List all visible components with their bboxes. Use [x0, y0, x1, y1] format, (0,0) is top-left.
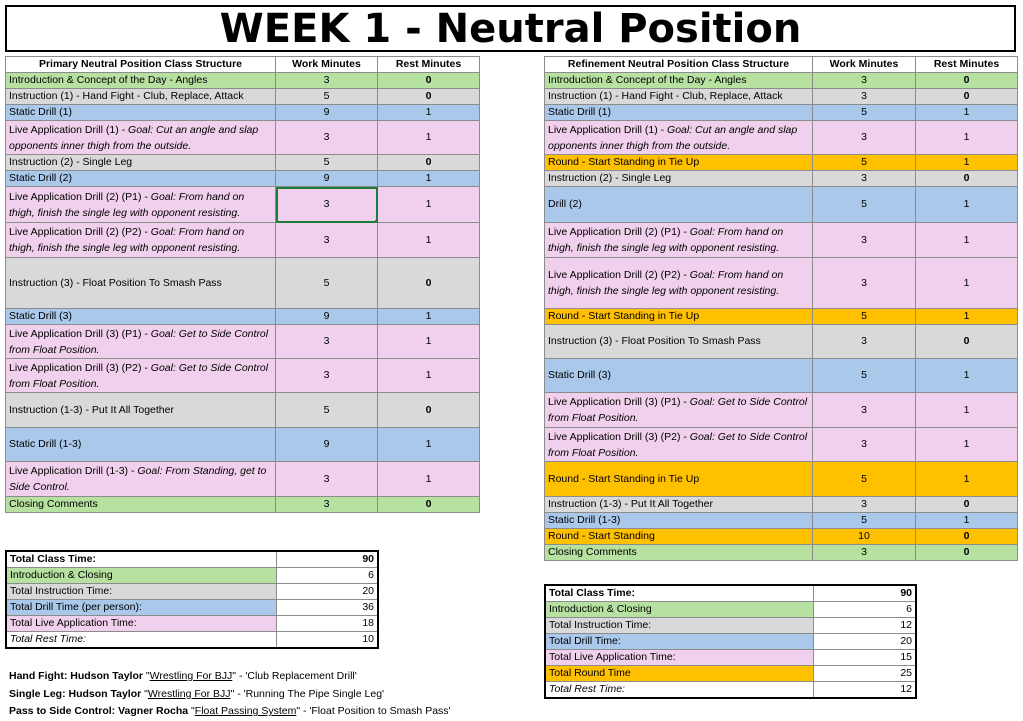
rest-minutes-cell[interactable]: 1 [378, 171, 480, 187]
table-row [545, 545, 1018, 561]
table-row [545, 155, 1018, 171]
work-minutes-cell[interactable]: 5 [276, 393, 378, 428]
work-minutes-cell[interactable]: 9 [276, 309, 378, 325]
work-minutes-cell[interactable]: 3 [813, 325, 916, 359]
reference-pre: " [142, 670, 150, 682]
page-title: WEEK 1 - Neutral Position [5, 5, 1016, 52]
reference-pre: " [141, 687, 148, 700]
rest-minutes-cell[interactable]: 1 [378, 223, 480, 258]
work-minutes-cell[interactable]: 3 [813, 171, 916, 187]
activity-label: Live Application Drill (3) (P2) - [548, 430, 690, 443]
rest-minutes-cell[interactable]: 1 [916, 393, 1018, 428]
work-minutes-cell[interactable]: 3 [813, 121, 916, 155]
table-row [6, 258, 480, 309]
totals-row [6, 551, 378, 568]
activity-label: Static Drill (3) [9, 310, 73, 322]
activity-goal: Goal: From hand on thigh, finish the single leg with opponent resisting. [9, 226, 245, 254]
work-minutes-cell[interactable]: 3 [276, 121, 378, 155]
work-minutes-cell[interactable]: 3 [813, 497, 916, 513]
activity-cell[interactable] [545, 89, 813, 105]
activity-label: Live Application Drill (1-3) - [9, 465, 138, 477]
work-minutes-cell[interactable]: 10 [813, 529, 916, 545]
table-row [545, 497, 1018, 513]
activity-label: Live Application Drill (2) (P2) - [548, 269, 690, 281]
activity-cell[interactable] [545, 171, 813, 187]
totals-label[interactable]: Total Rest Time: [6, 632, 276, 649]
table-row [6, 393, 480, 428]
activity-label: Instruction (1) - Hand Fight - Club, Replace, Attack [548, 90, 783, 102]
work-minutes-cell[interactable]: 9 [276, 105, 378, 121]
rest-minutes-cell[interactable]: 0 [916, 497, 1018, 513]
activity-goal: Goal: Get to Side Control from Float Position. [9, 361, 269, 390]
activity-label: Instruction (1) - Hand Fight - Club, Replace, Attack [9, 90, 244, 102]
totals-label[interactable]: Total Rest Time: [545, 682, 813, 699]
reference-topic: Single Leg: Hudson Taylor [9, 687, 142, 700]
activity-cell[interactable] [6, 155, 276, 171]
activity-label: Live Application Drill (2) (P2) - [9, 226, 151, 238]
work-minutes-cell[interactable]: 3 [276, 187, 378, 223]
table-row [6, 359, 480, 393]
table-row [545, 309, 1018, 325]
primary-totals-table [5, 550, 379, 649]
activity-cell[interactable] [545, 187, 813, 223]
rest-minutes-cell[interactable]: 1 [378, 309, 480, 325]
table-row [545, 529, 1018, 545]
rest-minutes-cell[interactable]: 0 [378, 393, 480, 428]
rest-minutes-cell[interactable]: 0 [378, 155, 480, 171]
reference-link[interactable]: Wrestling For BJJ [147, 687, 231, 700]
activity-label: Live Application Drill (3) (P2) - [9, 361, 151, 374]
rest-minutes-cell[interactable]: 1 [916, 258, 1018, 309]
activity-goal: Goal: From hand on thigh, finish the single leg with opponent resisting. [548, 226, 784, 254]
totals-value[interactable]: 20 [813, 634, 916, 650]
activity-cell[interactable] [6, 393, 276, 428]
primary-header-structure[interactable]: Primary Neutral Position Class Structure [6, 57, 276, 73]
rest-minutes-cell[interactable]: 1 [916, 428, 1018, 462]
activity-goal: Goal: Cut an angle and slap opponents inner thigh from the outside. [9, 123, 259, 152]
primary-structure-table [5, 56, 480, 513]
activity-goal: Goal: From hand on thigh, finish the single leg with opponent resisting. [548, 269, 784, 297]
activity-cell[interactable] [6, 89, 276, 105]
table-row [6, 89, 480, 105]
table-row [545, 105, 1018, 121]
rest-minutes-cell[interactable]: 0 [378, 89, 480, 105]
rest-minutes-cell[interactable]: 1 [916, 121, 1018, 155]
activity-cell[interactable] [545, 121, 813, 155]
totals-label[interactable]: Total Instruction Time: [545, 618, 813, 634]
work-minutes-cell[interactable]: 3 [813, 223, 916, 258]
activity-label: Static Drill (2) [9, 172, 73, 184]
rest-minutes-cell[interactable]: 0 [916, 89, 1018, 105]
activity-goal: Goal: From hand on thigh, finish the single leg with opponent resisting. [9, 190, 245, 219]
activity-cell[interactable] [545, 393, 813, 428]
table-row [6, 309, 480, 325]
rest-minutes-cell[interactable]: 1 [916, 309, 1018, 325]
primary-header-rest[interactable]: Rest Minutes [378, 57, 480, 73]
totals-value[interactable]: 10 [276, 632, 378, 649]
work-minutes-cell[interactable]: 5 [813, 359, 916, 393]
table-row [6, 325, 480, 359]
activity-cell[interactable] [545, 428, 813, 462]
reference-post: " - 'Float Position to Smash Pass' [296, 705, 451, 717]
table-row [545, 393, 1018, 428]
activity-cell[interactable] [545, 545, 813, 561]
table-row [6, 187, 480, 223]
reference-line [9, 668, 451, 686]
totals-row [6, 584, 378, 600]
activity-cell[interactable] [6, 223, 276, 258]
rest-minutes-cell[interactable]: 0 [916, 171, 1018, 187]
rest-minutes-cell[interactable]: 1 [916, 359, 1018, 393]
table-row [6, 223, 480, 258]
activity-cell[interactable] [545, 497, 813, 513]
activity-goal: Goal: Get to Side Control from Float Position. [548, 396, 808, 424]
totals-row [545, 634, 916, 650]
activity-label: Live Application Drill (3) (P1) - [9, 327, 151, 340]
totals-row [545, 585, 916, 602]
activity-cell[interactable] [545, 258, 813, 309]
activity-cell[interactable] [545, 529, 813, 545]
activity-label: Round - Start Standing in Tie Up [548, 472, 700, 485]
totals-value[interactable]: 18 [276, 616, 378, 632]
activity-cell[interactable] [545, 359, 813, 393]
rest-minutes-cell[interactable]: 1 [916, 223, 1018, 258]
activity-cell[interactable] [6, 359, 276, 393]
rest-minutes-cell[interactable]: 0 [378, 258, 480, 309]
references [9, 668, 451, 721]
table-row [6, 171, 480, 187]
totals-label[interactable]: Total Live Application Time: [6, 616, 276, 632]
refinement-header-structure[interactable]: Refinement Neutral Position Class Structure [545, 57, 813, 73]
reference-link[interactable]: Wrestling For BJJ [149, 670, 233, 682]
reference-pre: " [188, 705, 195, 717]
table-row [545, 258, 1018, 309]
rest-minutes-cell[interactable]: 1 [378, 105, 480, 121]
totals-value[interactable]: 12 [813, 618, 916, 634]
work-minutes-cell[interactable]: 5 [813, 513, 916, 529]
work-minutes-cell[interactable]: 5 [276, 89, 378, 105]
rest-minutes-cell[interactable]: 1 [378, 325, 480, 359]
activity-goal: Goal: From Standing, get to Side Control. [9, 465, 267, 493]
totals-row [545, 650, 916, 666]
work-minutes-cell[interactable]: 3 [276, 73, 378, 89]
reference-topic: Hand Fight: Hudson Taylor [9, 670, 143, 682]
activity-label: Live Application Drill (2) (P1) - [9, 190, 151, 203]
activity-goal: Goal: Cut an angle and slap opponents inner thigh from the outside. [548, 123, 798, 152]
activity-label: Round - Start Standing [548, 530, 655, 542]
totals-row [545, 618, 916, 634]
totals-label[interactable]: Total Class Time: [6, 551, 276, 568]
totals-label[interactable]: Total Live Application Time: [545, 650, 813, 666]
table-row [545, 325, 1018, 359]
work-minutes-cell[interactable]: 5 [276, 258, 378, 309]
work-minutes-cell[interactable]: 5 [276, 155, 378, 171]
activity-cell[interactable] [6, 428, 276, 462]
reference-post: " - 'Club Replacement Drill' [232, 670, 357, 682]
refinement-header-rest[interactable]: Rest Minutes [916, 57, 1018, 73]
activity-cell[interactable] [545, 105, 813, 121]
refinement-structure-table [544, 56, 1018, 561]
activity-label: Closing Comments [548, 546, 637, 558]
table-row [6, 73, 480, 89]
reference-post: " - 'Running The Pipe Single Leg' [230, 687, 385, 700]
work-minutes-cell[interactable]: 3 [813, 258, 916, 309]
totals-value[interactable]: 6 [813, 602, 916, 618]
activity-label: Static Drill (1) [548, 106, 612, 118]
work-minutes-cell[interactable]: 3 [813, 73, 916, 89]
activity-cell[interactable] [6, 121, 276, 155]
work-minutes-cell[interactable]: 3 [813, 89, 916, 105]
activity-cell[interactable] [6, 462, 276, 497]
table-row [6, 428, 480, 462]
activity-label: Introduction & Concept of the Day - Angles [548, 74, 747, 86]
work-minutes-cell[interactable]: 9 [276, 428, 378, 462]
activity-label: Static Drill (1-3) [548, 514, 621, 526]
rest-minutes-cell[interactable]: 1 [916, 462, 1018, 497]
activity-cell[interactable] [6, 497, 276, 513]
activity-label: Static Drill (1-3) [9, 438, 82, 450]
activity-cell[interactable] [6, 309, 276, 325]
rest-minutes-cell[interactable]: 1 [916, 513, 1018, 529]
table-row [545, 121, 1018, 155]
activity-label: Instruction (1-3) - Put It All Together [9, 403, 174, 416]
activity-cell[interactable] [6, 187, 276, 223]
totals-label[interactable]: Total Drill Time: [545, 634, 813, 650]
activity-label: Live Application Drill (1) - [9, 123, 129, 136]
activity-label: Introduction & Concept of the Day - Angles [9, 74, 208, 86]
activity-label: Instruction (2) - Single Leg [548, 172, 672, 184]
totals-value[interactable]: 15 [813, 650, 916, 666]
activity-label: Static Drill (1) [9, 106, 73, 118]
activity-cell[interactable] [545, 325, 813, 359]
activity-cell[interactable] [545, 513, 813, 529]
work-minutes-cell[interactable]: 3 [276, 497, 378, 513]
totals-value[interactable]: 20 [276, 584, 378, 600]
activity-goal: Goal: Get to Side Control from Float Position. [9, 327, 269, 356]
work-minutes-cell[interactable]: 9 [276, 171, 378, 187]
table-row [6, 105, 480, 121]
totals-label[interactable]: Total Class Time: [545, 585, 813, 602]
activity-label: Round - Start Standing in Tie Up [548, 310, 700, 322]
activity-label: Instruction (1-3) - Put It All Together [548, 498, 713, 510]
table-row [545, 359, 1018, 393]
rest-minutes-cell[interactable]: 1 [916, 105, 1018, 121]
activity-cell[interactable] [6, 325, 276, 359]
activity-label: Instruction (3) - Float Position To Smash Pass [9, 276, 222, 289]
activity-goal: Goal: Get to Side Control from Float Position. [548, 430, 808, 459]
work-minutes-cell[interactable]: 3 [813, 545, 916, 561]
totals-row [6, 600, 378, 616]
activity-label: Live Application Drill (3) (P1) - [548, 396, 690, 408]
table-row [545, 73, 1018, 89]
totals-row [6, 568, 378, 584]
work-minutes-cell[interactable]: 5 [813, 187, 916, 223]
reference-line [9, 686, 451, 704]
primary-header-work[interactable]: Work Minutes [276, 57, 378, 73]
work-minutes-cell[interactable]: 3 [813, 428, 916, 462]
rest-minutes-cell[interactable]: 0 [378, 73, 480, 89]
table-row [6, 462, 480, 497]
reference-line [9, 703, 451, 721]
activity-label: Round - Start Standing in Tie Up [548, 156, 700, 168]
activity-cell[interactable] [545, 155, 813, 171]
rest-minutes-cell[interactable]: 1 [378, 359, 480, 393]
activity-cell[interactable] [6, 258, 276, 309]
table-row [545, 462, 1018, 497]
table-row [545, 89, 1018, 105]
totals-row [545, 682, 916, 699]
totals-row [545, 666, 916, 682]
activity-cell[interactable] [6, 171, 276, 187]
totals-label[interactable]: Introduction & Closing [6, 568, 276, 584]
table-row [545, 187, 1018, 223]
activity-label: Live Application Drill (1) - [548, 123, 668, 136]
reference-link[interactable]: Float Passing System [194, 705, 297, 717]
activity-cell[interactable] [545, 73, 813, 89]
work-minutes-cell[interactable]: 5 [813, 105, 916, 121]
table-row [545, 171, 1018, 187]
activity-label: Closing Comments [9, 498, 98, 510]
work-minutes-cell[interactable]: 3 [276, 223, 378, 258]
activity-label: Static Drill (3) [548, 369, 612, 381]
activity-label: Live Application Drill (2) (P1) - [548, 226, 690, 238]
activity-cell[interactable] [6, 105, 276, 121]
totals-value[interactable]: 36 [276, 600, 378, 616]
totals-value[interactable]: 25 [813, 666, 916, 682]
rest-minutes-cell[interactable]: 1 [378, 428, 480, 462]
totals-label[interactable]: Total Instruction Time: [6, 584, 276, 600]
totals-row [545, 602, 916, 618]
activity-cell[interactable] [545, 223, 813, 258]
refinement-totals-table [544, 584, 917, 699]
table-row [6, 155, 480, 171]
rest-minutes-cell[interactable]: 1 [916, 187, 1018, 223]
work-minutes-cell[interactable]: 3 [276, 462, 378, 497]
activity-cell[interactable] [545, 462, 813, 497]
rest-minutes-cell[interactable]: 0 [916, 529, 1018, 545]
totals-label[interactable]: Total Round Time [545, 666, 813, 682]
totals-value[interactable]: 12 [813, 682, 916, 699]
table-row [545, 428, 1018, 462]
table-row [545, 223, 1018, 258]
rest-minutes-cell[interactable]: 0 [916, 73, 1018, 89]
rest-minutes-cell[interactable]: 1 [378, 121, 480, 155]
activity-label: Drill (2) [548, 198, 582, 210]
rest-minutes-cell[interactable]: 0 [378, 497, 480, 513]
totals-label[interactable]: Introduction & Closing [545, 602, 813, 618]
rest-minutes-cell[interactable]: 0 [916, 545, 1018, 561]
rest-minutes-cell[interactable]: 1 [916, 155, 1018, 171]
work-minutes-cell[interactable]: 5 [813, 462, 916, 497]
totals-value[interactable]: 6 [276, 568, 378, 584]
work-minutes-cell[interactable]: 3 [813, 393, 916, 428]
table-row [6, 497, 480, 513]
work-minutes-cell[interactable]: 5 [813, 309, 916, 325]
totals-label[interactable]: Total Drill Time (per person): [6, 600, 276, 616]
table-row [6, 121, 480, 155]
table-row [545, 513, 1018, 529]
activity-label: Instruction (2) - Single Leg [9, 156, 133, 168]
fill-handle[interactable] [375, 220, 378, 223]
totals-row [6, 616, 378, 632]
refinement-header-work[interactable]: Work Minutes [813, 57, 916, 73]
totals-row [6, 632, 378, 649]
work-minutes-cell[interactable]: 3 [276, 325, 378, 359]
rest-minutes-cell[interactable]: 0 [916, 325, 1018, 359]
rest-minutes-cell[interactable]: 1 [378, 187, 480, 223]
activity-cell[interactable] [545, 309, 813, 325]
rest-minutes-cell[interactable]: 1 [378, 462, 480, 497]
work-minutes-cell[interactable]: 5 [813, 155, 916, 171]
totals-value[interactable]: 90 [813, 585, 916, 602]
totals-value[interactable]: 90 [276, 551, 378, 568]
work-minutes-cell[interactable]: 3 [276, 359, 378, 393]
reference-topic: Pass to Side Control: Vagner Rocha [9, 705, 189, 717]
activity-label: Instruction (3) - Float Position To Smash Pass [548, 335, 761, 347]
activity-cell[interactable] [6, 73, 276, 89]
